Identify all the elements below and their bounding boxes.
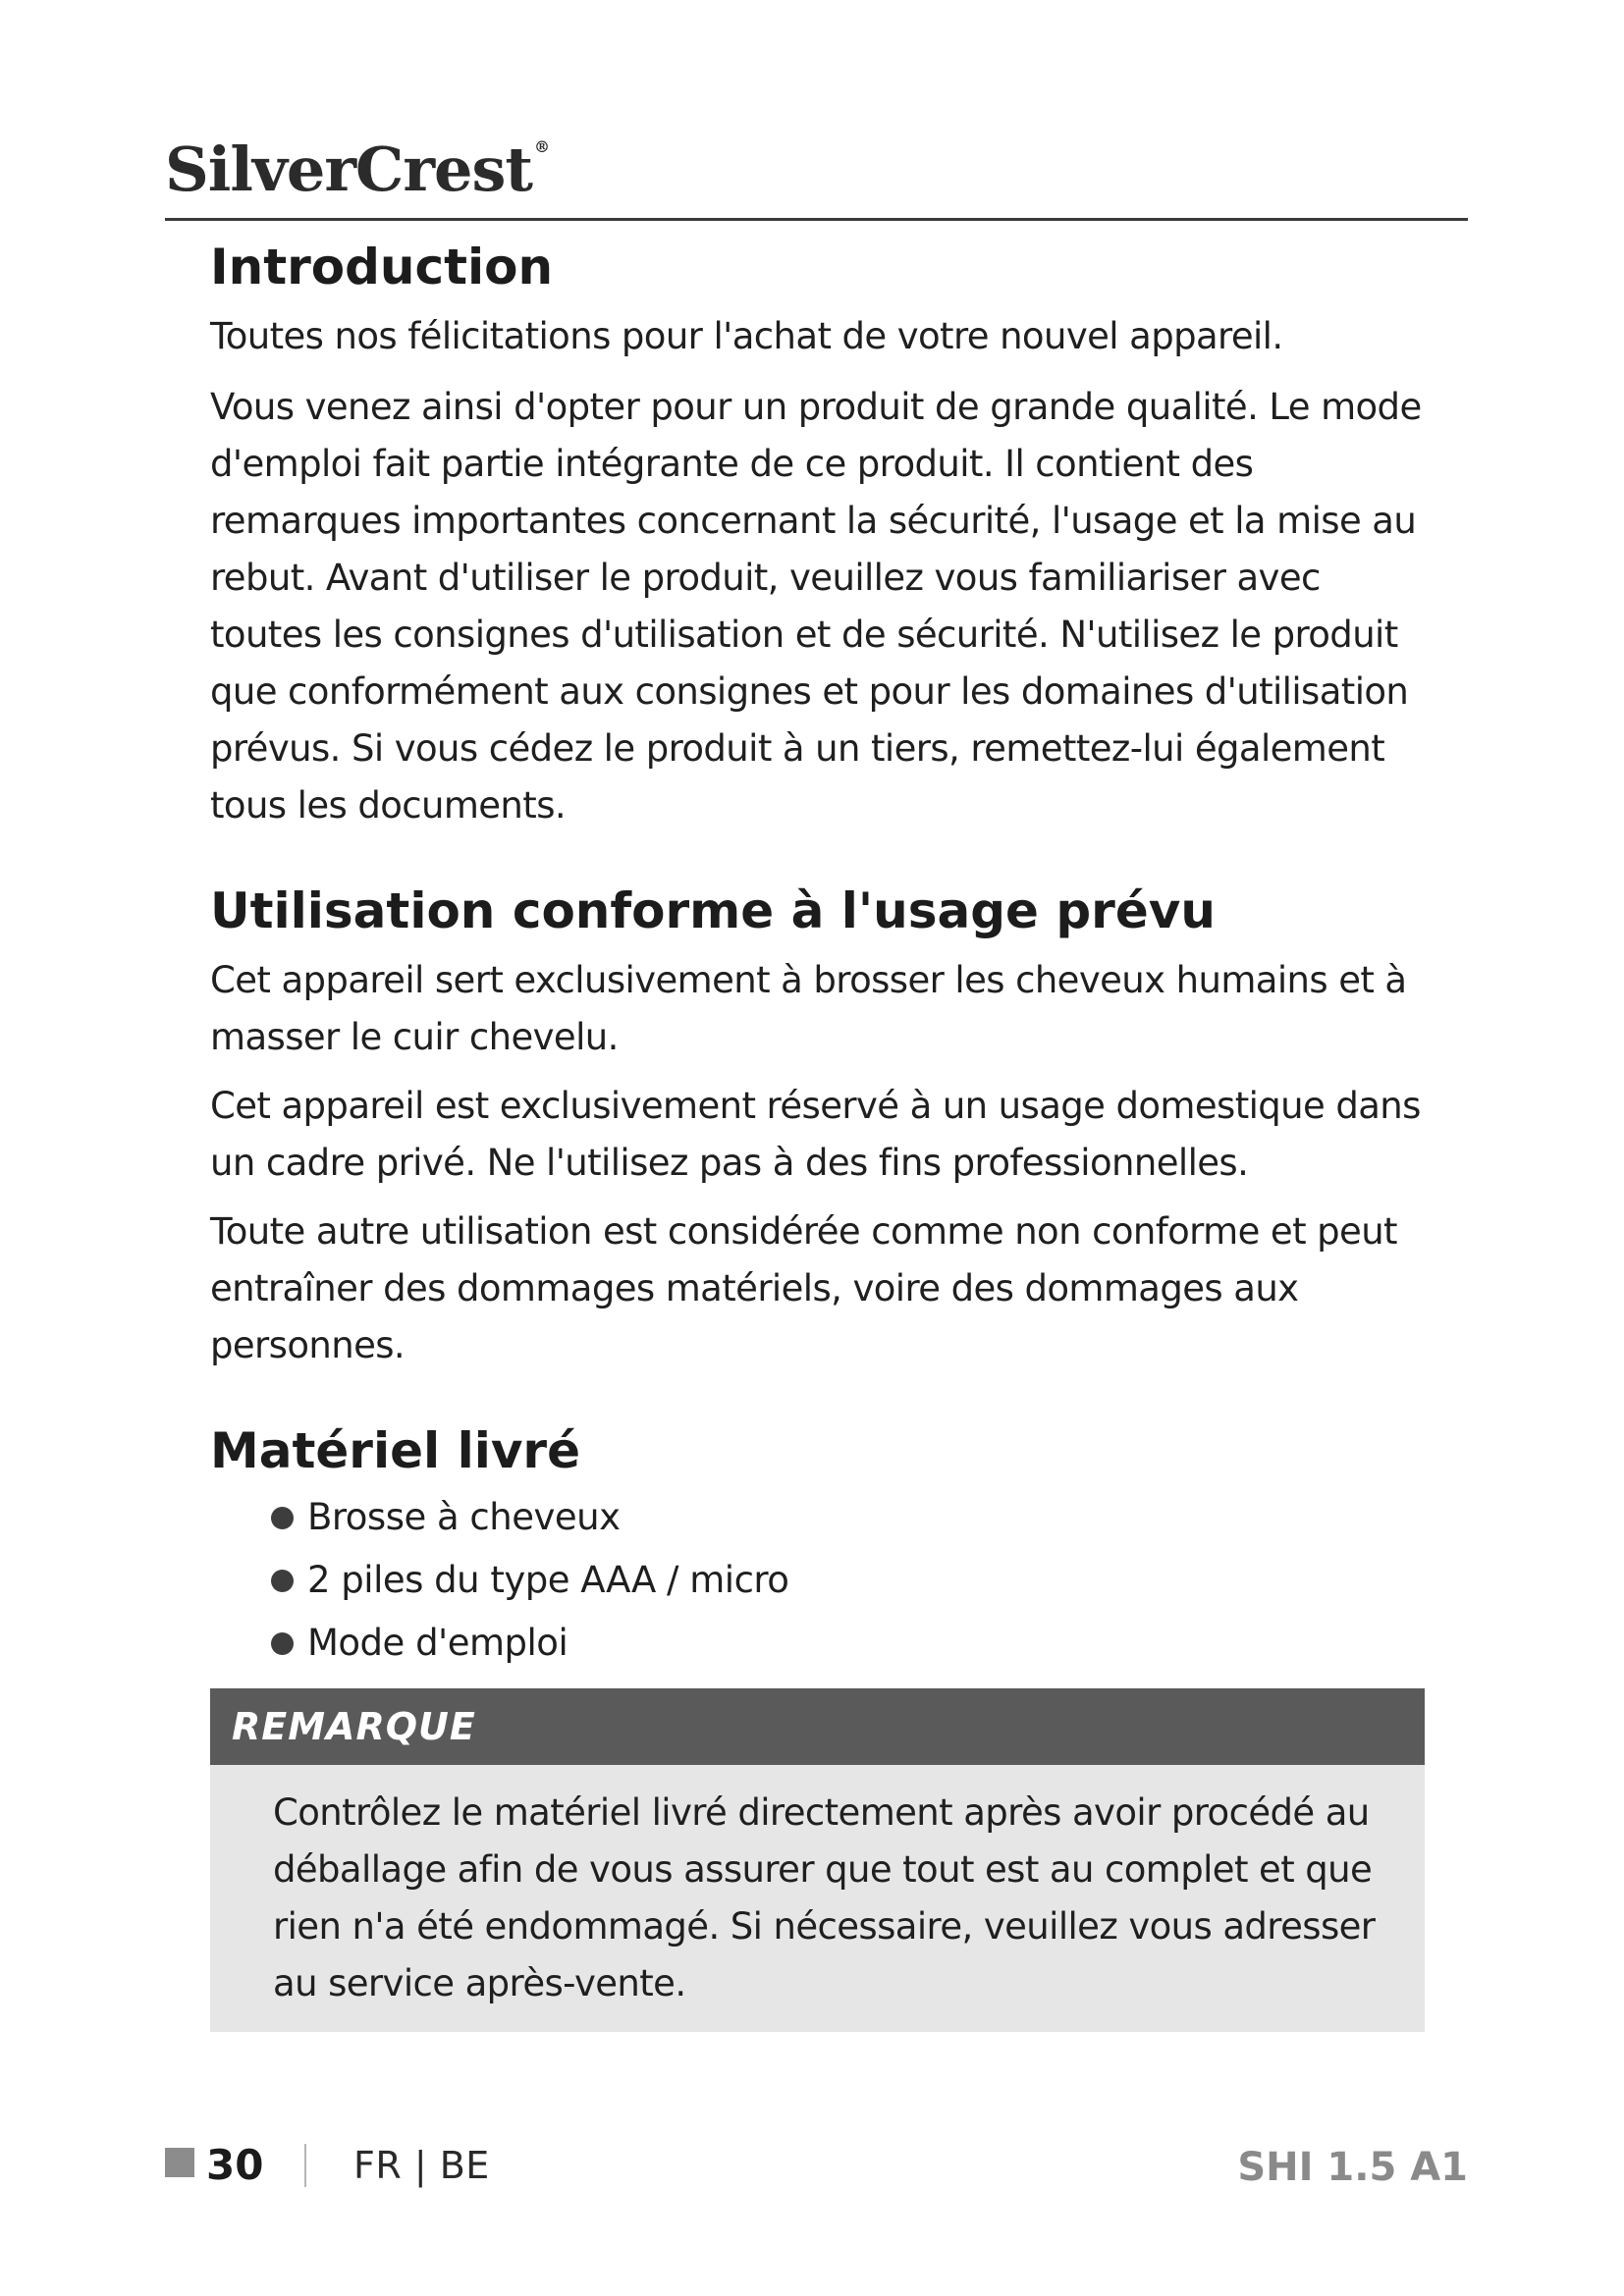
remark-body [210, 1765, 1425, 2032]
page-footer [165, 2136, 1468, 2195]
remark-text: Contrôlez le matériel livré directement après avoir procédé au déballage afin de vous assurer que tout est au complet et que rien n'a été endommagé. Si nécessaire, veuillez vous adresser au service après-vente. [273, 1791, 1376, 2004]
intro-paragraph-1: Toutes nos félicitations pour l'achat de votre nouvel appareil. [210, 315, 1283, 357]
list-item [271, 1612, 1428, 1675]
usage-paragraph-3: Toute autre utilisation est considérée comme non conforme et peut entraîner des dommages matériels, voire des dommages aux personnes. [210, 1210, 1397, 1366]
page-content [210, 238, 1428, 2032]
bullet-icon [271, 1632, 294, 1655]
brand-logo [165, 133, 550, 205]
intro-paragraph-2: Vous venez ainsi d'opter pour un produit de grande qualité. Le mode d'emploi fait partie intégrante de ce produit. Il contient des remarques importantes concernant la sécurité, l'usage et la mise au rebut. Avant d'utiliser le produit, veuillez vous familiariser avec toutes les consignes d'utilisation et de sécurité. N'utilisez le produit que conformément aux consignes et pour les domaines d'utilisation prévus. Si vous cédez le produit à un tiers, remettez-lui également tous les documents. [210, 386, 1422, 827]
list-item [271, 1549, 1428, 1612]
list-item-label: Brosse à cheveux [307, 1496, 621, 1538]
delivered-items-list [210, 1486, 1428, 1675]
language-label: FR | BE [353, 2144, 490, 2187]
list-item-label: 2 piles du type AAA / micro [307, 1559, 789, 1601]
bullet-icon [271, 1570, 294, 1592]
section-title-intended-use: Utilisation conforme à l'usage prévu [210, 882, 1216, 939]
section-title-introduction: Introduction [210, 239, 554, 295]
header-divider [165, 218, 1468, 221]
remark-heading: REMARQUE [210, 1688, 1425, 1765]
remark-box [210, 1688, 1425, 2032]
list-item-label: Mode d'emploi [307, 1622, 568, 1664]
registered-mark: ® [534, 137, 550, 156]
model-number: SHI 1.5 A1 [1237, 2145, 1468, 2190]
page-marker-icon [165, 2148, 194, 2177]
footer-divider [304, 2144, 306, 2187]
usage-paragraph-2: Cet appareil est exclusivement réservé à un usage domestique dans un cadre privé. Ne l'utilisez pas à des fins professionnelles. [210, 1085, 1421, 1184]
page-number: 30 [206, 2141, 264, 2189]
usage-paragraph-1: Cet appareil sert exclusivement à brosser les cheveux humains et à masser le cuir chevelu. [210, 959, 1407, 1058]
brand-logo-text: SilverCrest [165, 133, 533, 205]
list-item [271, 1486, 1428, 1549]
section-title-delivered-material: Matériel livré [210, 1422, 581, 1479]
bullet-icon [271, 1507, 294, 1529]
